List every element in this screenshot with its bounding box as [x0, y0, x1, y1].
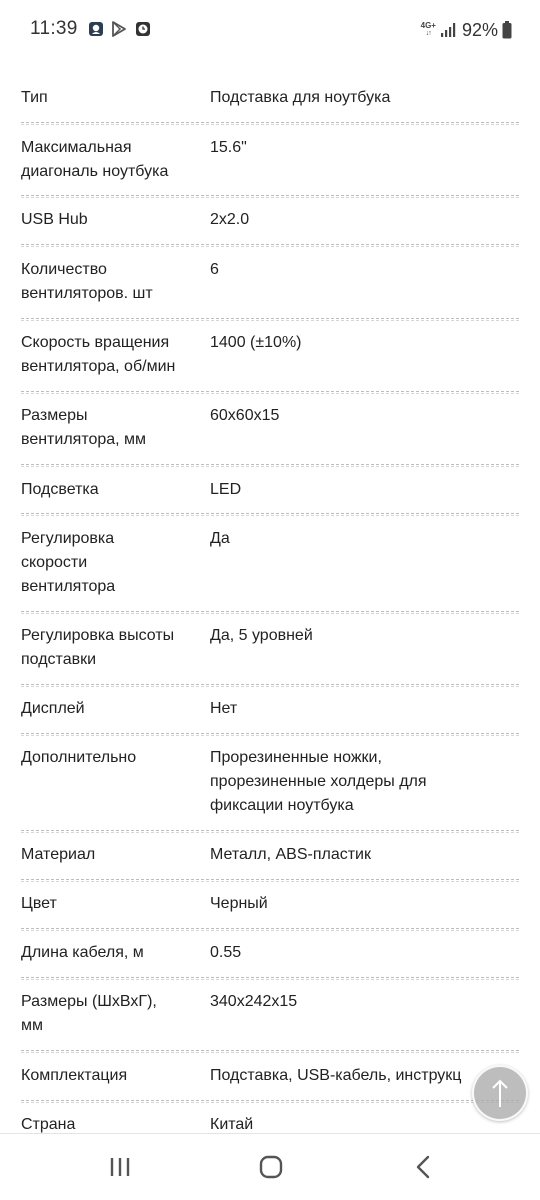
spec-value: 0.55 — [210, 944, 242, 961]
clock-app-icon — [135, 21, 151, 37]
spec-value: LED — [210, 481, 242, 498]
recent-apps-button[interactable] — [100, 1152, 140, 1182]
spec-value: Подставка, USB-кабель, инструкц — [210, 1067, 462, 1084]
arrow-up-icon — [474, 1067, 526, 1119]
notification-app-icon — [88, 21, 104, 37]
spec-value: 1400 (±10%) — [210, 334, 302, 351]
spec-value: 2x2.0 — [210, 211, 250, 228]
spec-value: Да, 5 уровней — [210, 627, 313, 644]
back-icon — [403, 1152, 443, 1182]
spec-value: Черный — [210, 895, 268, 912]
row-divider — [21, 513, 519, 514]
spec-value: 15.6" — [210, 139, 247, 156]
status-bar — [0, 0, 540, 62]
spec-label: Регулировка высоты подставки — [21, 627, 175, 668]
spec-value: 60x60x15 — [210, 407, 280, 424]
spec-value: 340x242x15 — [210, 993, 298, 1010]
signal-icon — [440, 22, 456, 38]
home-button[interactable] — [251, 1152, 291, 1182]
spec-value: Китай — [210, 1116, 254, 1133]
spec-label: Цвет — [21, 895, 57, 912]
recent-apps-icon — [100, 1152, 140, 1182]
spec-label: Дополнительно — [21, 749, 137, 766]
battery-percent: 92% — [461, 19, 498, 40]
row-divider — [21, 195, 519, 196]
row-divider — [21, 244, 519, 245]
spec-value: 6 — [210, 261, 219, 278]
row-divider — [21, 1100, 519, 1101]
spec-label: Размеры вентилятора, мм — [21, 407, 147, 448]
network-indicator — [421, 22, 436, 38]
status-indicators — [421, 18, 512, 42]
spec-label: Тип — [21, 89, 48, 106]
spec-label: Длина кабеля, м — [21, 944, 144, 961]
system-navigation-bar — [0, 1133, 540, 1200]
row-divider — [21, 830, 519, 831]
spec-label: USB Hub — [21, 211, 88, 228]
spec-label: Страна — [21, 1116, 76, 1133]
row-divider — [21, 464, 519, 465]
spec-label: Подсветка — [21, 481, 99, 498]
spec-value: Металл, ABS-пластик — [210, 846, 371, 863]
row-divider — [21, 391, 519, 392]
play-store-icon — [111, 21, 127, 37]
battery-icon — [502, 21, 512, 39]
row-divider — [21, 977, 519, 978]
spec-label: Дисплей — [21, 700, 85, 717]
spec-label: Скорость вращения вентилятора, об/мин — [21, 334, 176, 375]
row-divider — [21, 318, 519, 319]
row-divider — [21, 928, 519, 929]
spec-value: Прорезиненные ножки, прорезиненные холдеры для фиксации ноутбука — [210, 749, 427, 814]
spec-label: Регулировка скорости вентилятора — [21, 530, 116, 595]
spec-label: Размеры (ШхВхГ), мм — [21, 993, 157, 1034]
status-time: 11:39 — [30, 18, 78, 39]
row-divider — [21, 611, 519, 612]
row-divider — [21, 1050, 519, 1051]
row-divider — [21, 879, 519, 880]
network-type: 4G+ — [420, 21, 436, 30]
spec-value: Нет — [210, 700, 238, 717]
row-divider — [21, 122, 519, 123]
spec-value: Да — [210, 530, 230, 547]
spec-label: Материал — [21, 846, 96, 863]
scroll-to-top-button[interactable] — [472, 1065, 528, 1121]
row-divider — [21, 733, 519, 734]
spec-label: Максимальная диагональ ноутбука — [21, 139, 169, 180]
spec-label: Комплектация — [21, 1067, 128, 1084]
data-arrows-icon: ↓↑ — [425, 30, 431, 37]
home-icon — [251, 1152, 291, 1182]
spec-label: Количество вентиляторов. шт — [21, 261, 153, 302]
spec-value: Подставка для ноутбука — [210, 89, 391, 106]
row-divider — [21, 684, 519, 685]
back-button[interactable] — [403, 1152, 443, 1182]
